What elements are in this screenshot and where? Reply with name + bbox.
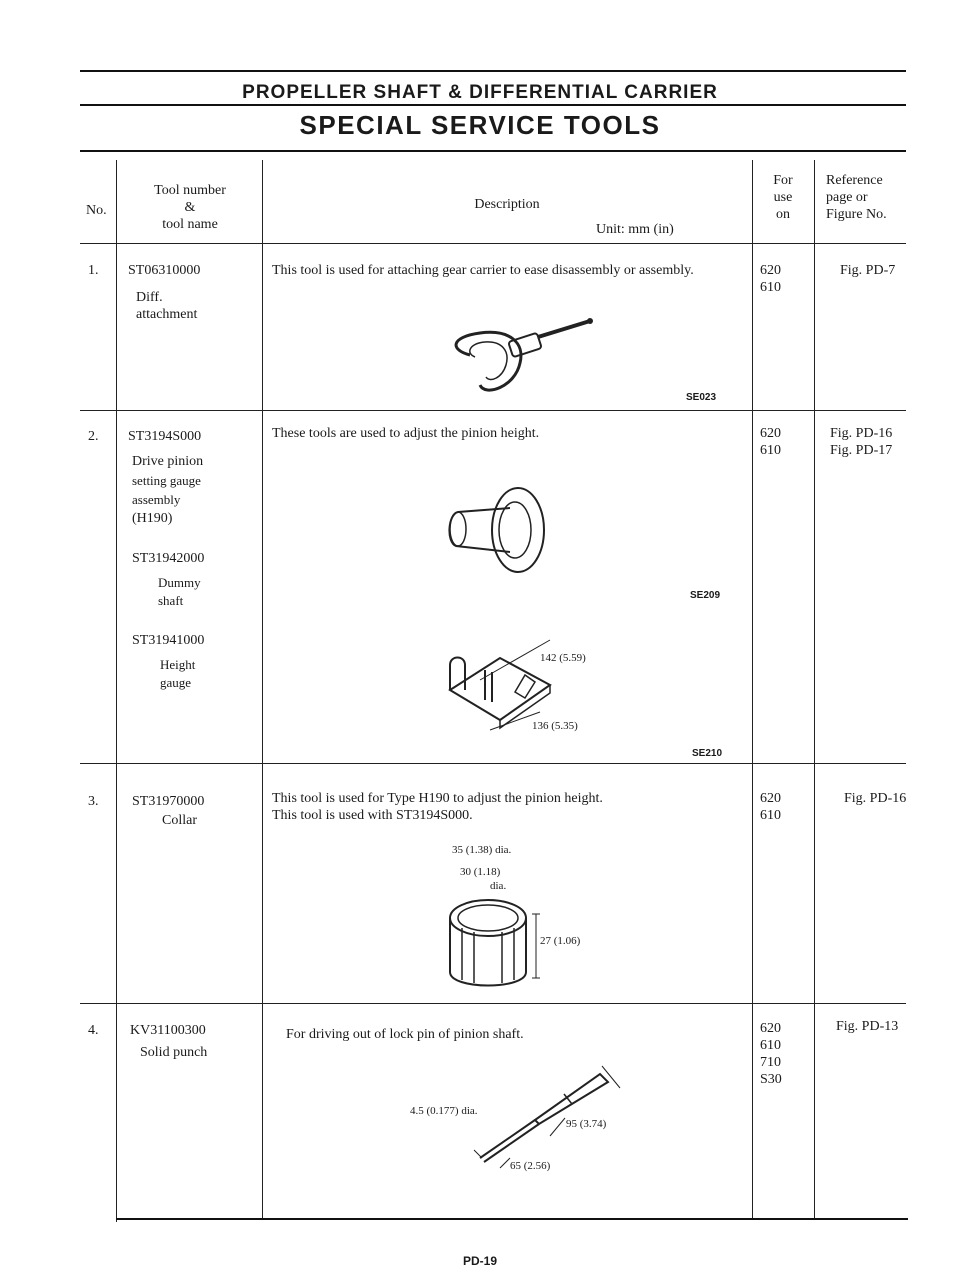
header-rule-top xyxy=(80,70,906,72)
use-on-2: 610 xyxy=(760,808,781,823)
row-number: 4. xyxy=(88,1023,99,1038)
reference-1: Fig. PD-13 xyxy=(836,1019,899,1034)
row-description: For driving out of lock pin of pinion shaft. xyxy=(286,1027,524,1042)
solid-punch-illustration xyxy=(460,1058,630,1168)
reference-2: Fig. PD-17 xyxy=(830,443,893,458)
use-on-1: 620 xyxy=(760,1021,781,1036)
tool-name-l1: Height xyxy=(160,657,196,672)
col-header-use-l1: For xyxy=(773,173,793,188)
dimension-label: 142 (5.59) xyxy=(540,652,586,664)
page-number: PD-19 xyxy=(462,1254,497,1268)
dimension-label: 27 (1.06) xyxy=(540,935,581,947)
tool-number: ST06310000 xyxy=(128,263,201,278)
dimension-label: 136 (5.35) xyxy=(532,720,578,732)
tool-number: ST31942000 xyxy=(132,551,205,566)
use-on-2: 610 xyxy=(760,1038,781,1053)
tool-name-l2: gauge xyxy=(160,675,192,690)
use-on-1: 620 xyxy=(760,426,781,441)
reference-1: Fig. PD-16 xyxy=(844,791,907,806)
col-header-no: No. xyxy=(86,203,107,218)
row-number: 2. xyxy=(88,429,99,444)
tool-name-l4: (H190) xyxy=(132,511,173,526)
col-header-tool-l2: & xyxy=(184,200,196,215)
row-description: This tool is used with ST3194S000. xyxy=(272,808,473,823)
tool-name-l2: attachment xyxy=(136,307,198,322)
use-on-2: 610 xyxy=(760,443,781,458)
row-line-2 xyxy=(80,763,906,764)
tool-name-l1: Dummy xyxy=(158,575,201,590)
dimension-label: 4.5 (0.177) dia. xyxy=(410,1105,478,1117)
header-rule-bottom xyxy=(80,150,906,152)
figure-code: SE023 xyxy=(686,392,717,403)
col-header-description: Description xyxy=(474,197,540,212)
col-line-3 xyxy=(752,160,753,1220)
use-on-4: S30 xyxy=(760,1072,782,1087)
col-header-tool-l1: Tool number xyxy=(154,183,226,198)
use-on-2: 610 xyxy=(760,280,781,295)
collar-illustration xyxy=(440,892,550,992)
page-title: SPECIAL SERVICE TOOLS xyxy=(299,110,661,140)
col-header-ref-l3: Figure No. xyxy=(826,207,887,222)
row-description: This tool is used for Type H190 to adjust the pinion height. xyxy=(272,791,603,806)
use-on-1: 620 xyxy=(760,791,781,806)
col-header-tool-l3: tool name xyxy=(162,217,218,232)
header-rule-mid xyxy=(80,104,906,106)
col-line-1 xyxy=(116,160,117,1222)
col-header-use-l2: use xyxy=(773,190,793,205)
row-line-1 xyxy=(80,410,906,411)
dimension-label: 95 (3.74) xyxy=(566,1118,607,1130)
dimension-label: 30 (1.18) xyxy=(460,866,501,878)
figure-code: SE209 xyxy=(690,590,721,601)
col-header-unit: Unit: mm (in) xyxy=(596,222,674,237)
section-title: PROPELLER SHAFT & DIFFERENTIAL CARRIER xyxy=(242,82,718,103)
row-line-3 xyxy=(80,1003,906,1004)
table-bottom-rule xyxy=(116,1218,908,1220)
row-description: This tool is used for attaching gear carrier to ease disassembly or assembly. xyxy=(272,263,694,278)
reference-1: Fig. PD-7 xyxy=(840,263,896,278)
tool-name-l3: assembly xyxy=(132,492,181,507)
figure-code: SE210 xyxy=(692,748,723,759)
row-description: These tools are used to adjust the pinion height. xyxy=(272,426,540,441)
diff-attachment-illustration xyxy=(440,315,610,405)
tool-number: KV31100300 xyxy=(130,1023,206,1038)
use-on-1: 620 xyxy=(760,263,781,278)
row-number: 3. xyxy=(88,794,99,809)
tool-number: ST31970000 xyxy=(132,794,205,809)
tool-name-l1: Drive pinion xyxy=(132,454,204,469)
col-header-ref-l2: page or xyxy=(826,190,868,205)
tool-number: ST31941000 xyxy=(132,633,205,648)
col-header-ref-l1: Reference xyxy=(826,173,883,188)
dummy-shaft-illustration xyxy=(440,480,560,580)
tool-name-l1: Collar xyxy=(162,813,197,828)
tool-name-l2: shaft xyxy=(158,593,184,608)
col-header-use-l3: on xyxy=(776,207,790,222)
reference-1: Fig. PD-16 xyxy=(830,426,893,441)
tool-number: ST3194S000 xyxy=(128,429,202,444)
dimension-label: 65 (2.56) xyxy=(510,1160,551,1172)
dimension-label: dia. xyxy=(490,880,507,892)
tool-name-l1: Solid punch xyxy=(140,1045,208,1060)
row-number: 1. xyxy=(88,263,99,278)
dimension-label: 35 (1.38) dia. xyxy=(452,844,512,856)
tool-name-l1: Diff. xyxy=(136,290,163,305)
tool-name-l2: setting gauge xyxy=(132,473,201,488)
col-line-2 xyxy=(262,160,263,1220)
col-line-4 xyxy=(814,160,815,1220)
row-line-header xyxy=(80,243,906,244)
use-on-3: 710 xyxy=(760,1055,781,1070)
